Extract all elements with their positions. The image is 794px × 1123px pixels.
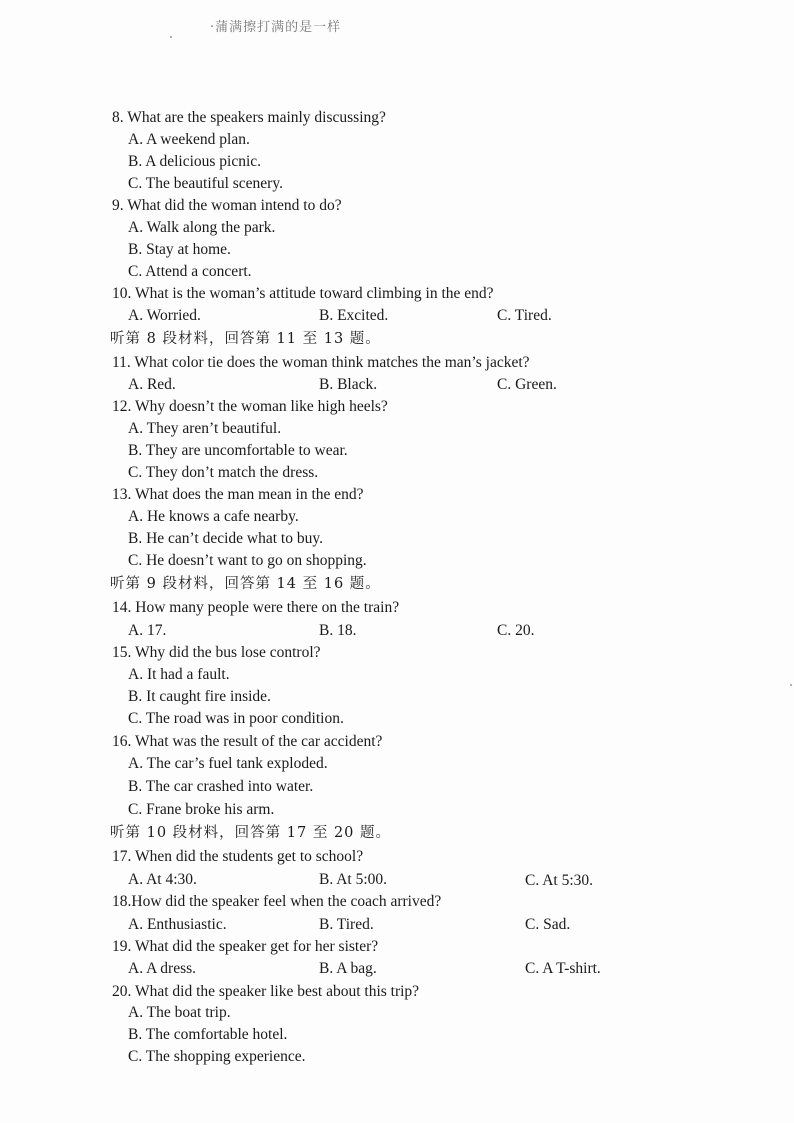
question-15-stem: 15. Why did the bus lose control?	[112, 644, 321, 661]
section-heading: 听第 8 段材料，回答第 11 至 13 题。	[110, 331, 381, 347]
question-18-stem: 18.How did the speaker feel when the coach arrived?	[112, 893, 442, 910]
question-19-option-a: A. A dress.	[128, 960, 197, 977]
question-10-option-b: B. Excited.	[319, 307, 389, 324]
question-19-stem: 19. What did the speaker get for her sister?	[112, 938, 379, 955]
question-11-option-c: C. Green.	[497, 376, 557, 393]
question-20-option-c: C. The shopping experience.	[128, 1048, 306, 1065]
question-17-option-a: A. At 4:30.	[128, 871, 197, 888]
question-13-option-b: B. He can’t decide what to buy.	[128, 530, 323, 547]
question-9-stem: 9. What did the woman intend to do?	[112, 197, 342, 214]
scan-speck	[790, 684, 792, 686]
question-8-option-c: C. The beautiful scenery.	[128, 175, 283, 192]
cropped-header-fragment: ·蒲满擦打满的是一样	[210, 20, 342, 35]
question-10-option-c: C. Tired.	[497, 307, 552, 324]
question-9-option-c: C. Attend a concert.	[128, 263, 252, 280]
question-10-option-a: A. Worried.	[128, 307, 201, 324]
section-heading: 听第 9 段材料，回答第 14 至 16 题。	[110, 576, 381, 592]
question-20-option-b: B. The comfortable hotel.	[128, 1026, 288, 1043]
question-12-option-b: B. They are uncomfortable to wear.	[128, 442, 348, 459]
question-10-stem: 10. What is the woman’s attitude toward climbing in the end?	[112, 285, 494, 302]
question-11-stem: 11. What color tie does the woman think matches the man’s jacket?	[112, 354, 530, 371]
question-14-option-a: A. 17.	[128, 622, 167, 639]
question-15-option-a: A. It had a fault.	[128, 666, 230, 683]
question-16-option-c: C. Frane broke his arm.	[128, 801, 275, 818]
question-12-option-a: A. They aren’t beautiful.	[128, 420, 282, 437]
question-17-option-b: B. At 5:00.	[319, 871, 388, 888]
question-19-option-c: C. A T-shirt.	[525, 960, 601, 977]
question-20-option-a: A. The boat trip.	[128, 1004, 231, 1021]
question-12-option-c: C. They don’t match the dress.	[128, 464, 319, 481]
question-8-option-a: A. A weekend plan.	[128, 131, 250, 148]
question-11-option-b: B. Black.	[319, 376, 378, 393]
question-16-option-b: B. The car crashed into water.	[128, 778, 314, 795]
question-14-option-c: C. 20.	[497, 622, 535, 639]
question-13-option-a: A. He knows a cafe nearby.	[128, 508, 299, 525]
question-13-stem: 13. What does the man mean in the end?	[112, 486, 364, 503]
question-8-option-b: B. A delicious picnic.	[128, 153, 262, 170]
question-12-stem: 12. Why doesn’t the woman like high heels?	[112, 398, 388, 415]
question-17-option-c: C. At 5:30.	[525, 872, 594, 889]
question-15-option-c: C. The road was in poor condition.	[128, 710, 344, 727]
question-15-option-b: B. It caught fire inside.	[128, 688, 271, 705]
question-14-stem: 14. How many people were there on the train?	[112, 599, 400, 616]
question-18-option-b: B. Tired.	[319, 916, 374, 933]
question-17-stem: 17. When did the students get to school?	[112, 848, 364, 865]
question-8-stem: 8. What are the speakers mainly discussing?	[112, 109, 386, 126]
question-18-option-a: A. Enthusiastic.	[128, 916, 227, 933]
question-16-stem: 16. What was the result of the car accident?	[112, 733, 383, 750]
question-14-option-b: B. 18.	[319, 622, 357, 639]
scan-speck	[170, 36, 172, 38]
question-20-stem: 20. What did the speaker like best about this trip?	[112, 983, 420, 1000]
question-13-option-c: C. He doesn’t want to go on shopping.	[128, 552, 367, 569]
question-16-option-a: A. The car’s fuel tank exploded.	[128, 755, 328, 772]
question-18-option-c: C. Sad.	[525, 916, 571, 933]
question-11-option-a: A. Red.	[128, 376, 176, 393]
question-9-option-a: A. Walk along the park.	[128, 219, 276, 236]
question-9-option-b: B. Stay at home.	[128, 241, 231, 258]
section-heading: 听第 10 段材料，回答第 17 至 20 题。	[110, 825, 392, 841]
question-19-option-b: B. A bag.	[319, 960, 377, 977]
